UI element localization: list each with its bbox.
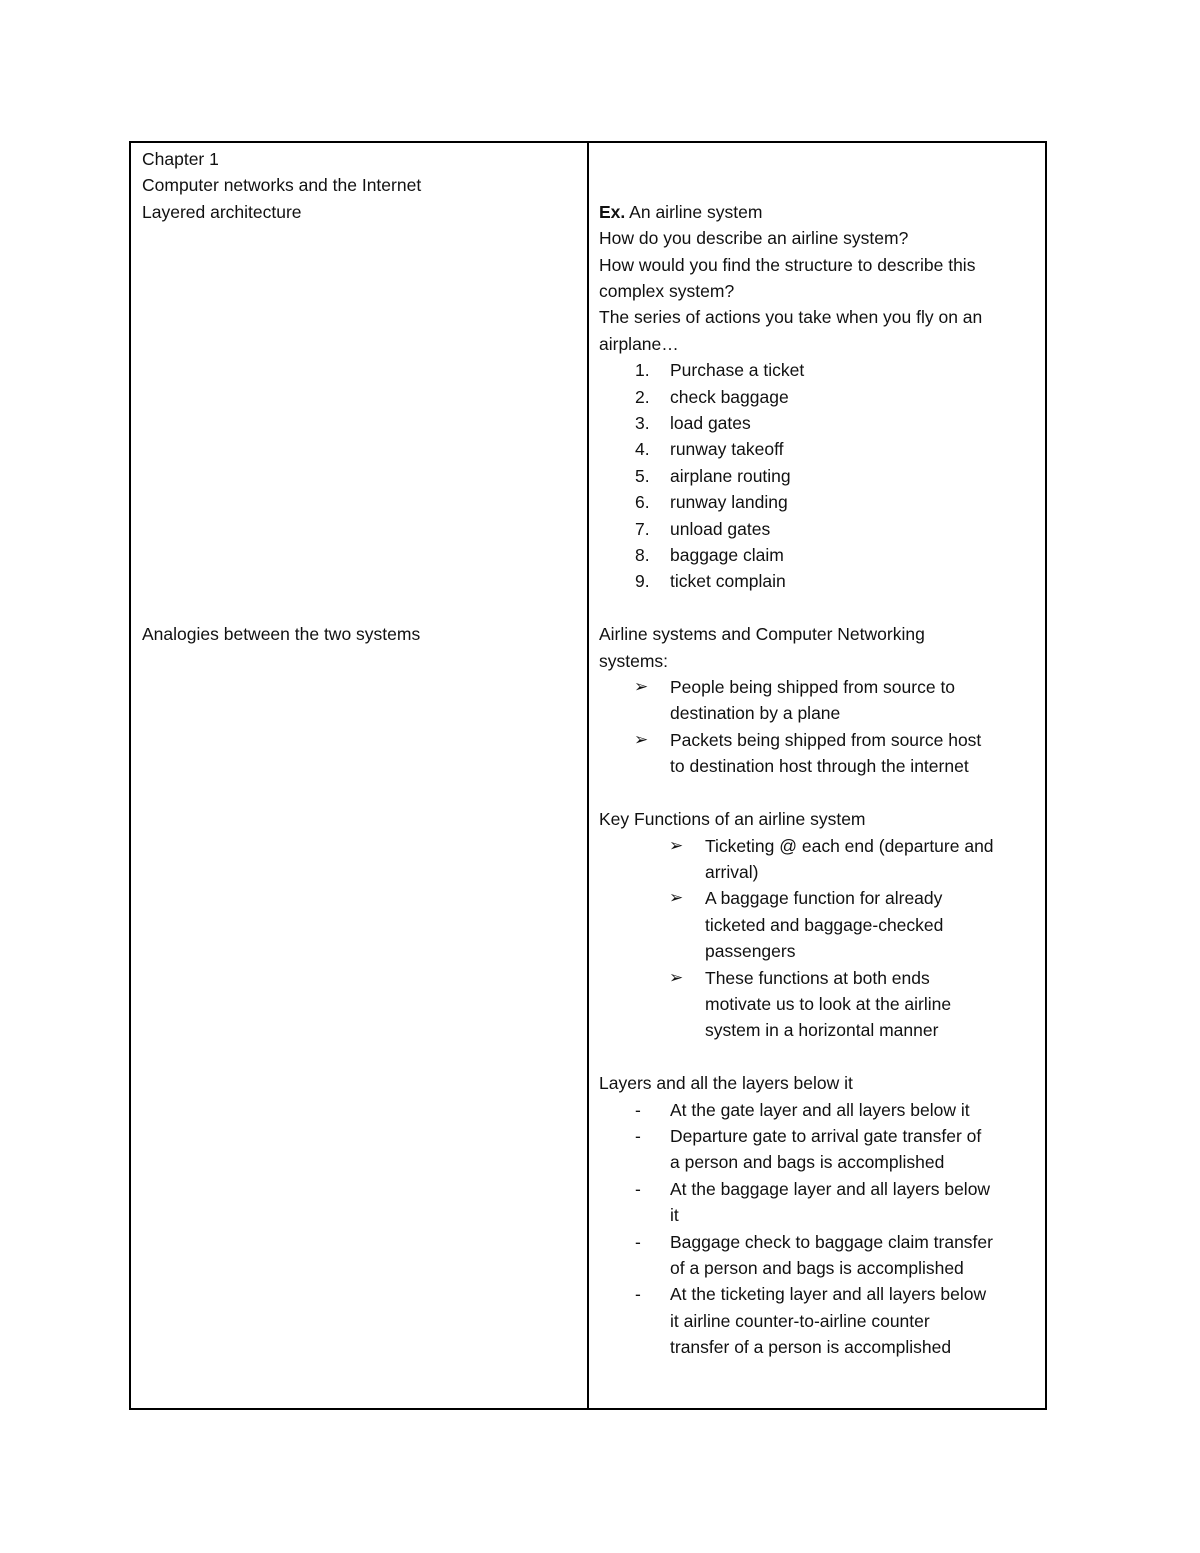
list-item: [599, 516, 1039, 542]
arrow-bullet-icon: ➢: [634, 729, 649, 749]
arrow-bullet-icon: ➢: [669, 888, 684, 908]
list-item: [599, 357, 1039, 383]
left-cell: [142, 143, 582, 1408]
list-item: ➢ These functions at both ends motivate us to look at the airline system in a horizontal manner: [599, 965, 1039, 1044]
question-2-line-1: How would you find the structure to describe this: [599, 254, 976, 275]
list-number: 2.: [635, 386, 650, 407]
topic-label: Computer networks and the Internet: [142, 175, 422, 196]
list-item-text: load gates: [670, 413, 751, 434]
dash-bullet: -: [635, 1231, 641, 1252]
notes-table: [129, 141, 1047, 1410]
list-number: 6.: [635, 492, 650, 513]
list-item: ➢ People being shipped from source to destination by a plane: [599, 674, 1039, 727]
example-heading: [599, 199, 1039, 225]
arrow-bullet-icon: ➢: [669, 835, 684, 855]
arrow-bullet-icon: ➢: [634, 677, 649, 697]
analogy-heading-line-2: systems:: [599, 650, 669, 671]
chapter-label: Chapter 1: [142, 149, 219, 169]
subtopic-label: Layered architecture: [142, 201, 302, 222]
example-prefix: Ex.: [599, 201, 626, 222]
list-item: [599, 436, 1039, 462]
example-title: An airline system: [625, 201, 763, 222]
list-item: - Departure gate to arrival gate transfer of a person and bags is accomplished: [599, 1123, 1039, 1176]
list-item: [599, 542, 1039, 568]
list-item-text: Purchase a ticket: [670, 360, 805, 381]
layers-heading: Layers and all the layers below it: [599, 1073, 853, 1094]
list-number: 1.: [635, 360, 650, 381]
list-item: ➢ A baggage function for already ticketed and baggage-checked passengers: [599, 885, 1039, 964]
list-item-text: baggage claim: [670, 545, 784, 566]
dash-bullet: -: [635, 1284, 641, 1305]
series-line-2: airplane…: [599, 333, 679, 354]
list-item: [599, 463, 1039, 489]
question-1: How do you describe an airline system?: [599, 228, 909, 249]
list-item: - At the gate layer and all layers below it: [599, 1097, 1039, 1123]
series-line-1: The series of actions you take when you fly on an: [599, 307, 983, 328]
list-number: 4.: [635, 439, 650, 460]
list-item: - Baggage check to baggage claim transfer of a person and bags is accomplished: [599, 1229, 1039, 1282]
analogy-list: [599, 674, 1039, 780]
list-number: 9.: [635, 571, 650, 592]
list-number: 7.: [635, 518, 650, 539]
analogy-heading-line-1: Airline systems and Computer Networking: [599, 624, 925, 645]
list-item-text: unload gates: [670, 518, 771, 539]
key-functions-heading: Key Functions of an airline system: [599, 809, 866, 830]
list-number: 5.: [635, 465, 650, 486]
question-2-line-2: complex system?: [599, 281, 735, 301]
column-divider: [587, 143, 589, 1408]
list-item: - At the ticketing layer and all layers below it airline counter-to-airline counter transfer of a person is accomplished: [599, 1281, 1039, 1360]
arrow-bullet-icon: ➢: [669, 967, 684, 987]
list-item-text: check baggage: [670, 386, 789, 407]
analogies-label: Analogies between the two systems: [142, 624, 421, 645]
list-item-text: ticket complain: [670, 571, 786, 592]
dash-bullet: -: [635, 1099, 641, 1120]
list-item: ➢ Packets being shipped from source host to destination host through the internet: [599, 727, 1039, 780]
list-item: - At the baggage layer and all layers below it: [599, 1176, 1039, 1229]
list-item: [599, 410, 1039, 436]
key-functions-list: [599, 833, 1039, 1044]
dash-bullet: -: [635, 1178, 641, 1199]
list-number: 3.: [635, 413, 650, 434]
list-item-text: runway landing: [670, 492, 788, 513]
list-item: [599, 384, 1039, 410]
list-number: 8.: [635, 545, 650, 566]
list-item: [599, 568, 1039, 594]
list-item-text: airplane routing: [670, 465, 791, 486]
layers-list: [599, 1097, 1039, 1361]
list-item-text: runway takeoff: [670, 439, 784, 460]
right-cell: [599, 143, 1039, 1408]
steps-list: [599, 357, 1039, 595]
list-item: [599, 489, 1039, 515]
dash-bullet: -: [635, 1125, 641, 1146]
list-item: ➢ Ticketing @ each end (departure and arrival): [599, 833, 1039, 886]
